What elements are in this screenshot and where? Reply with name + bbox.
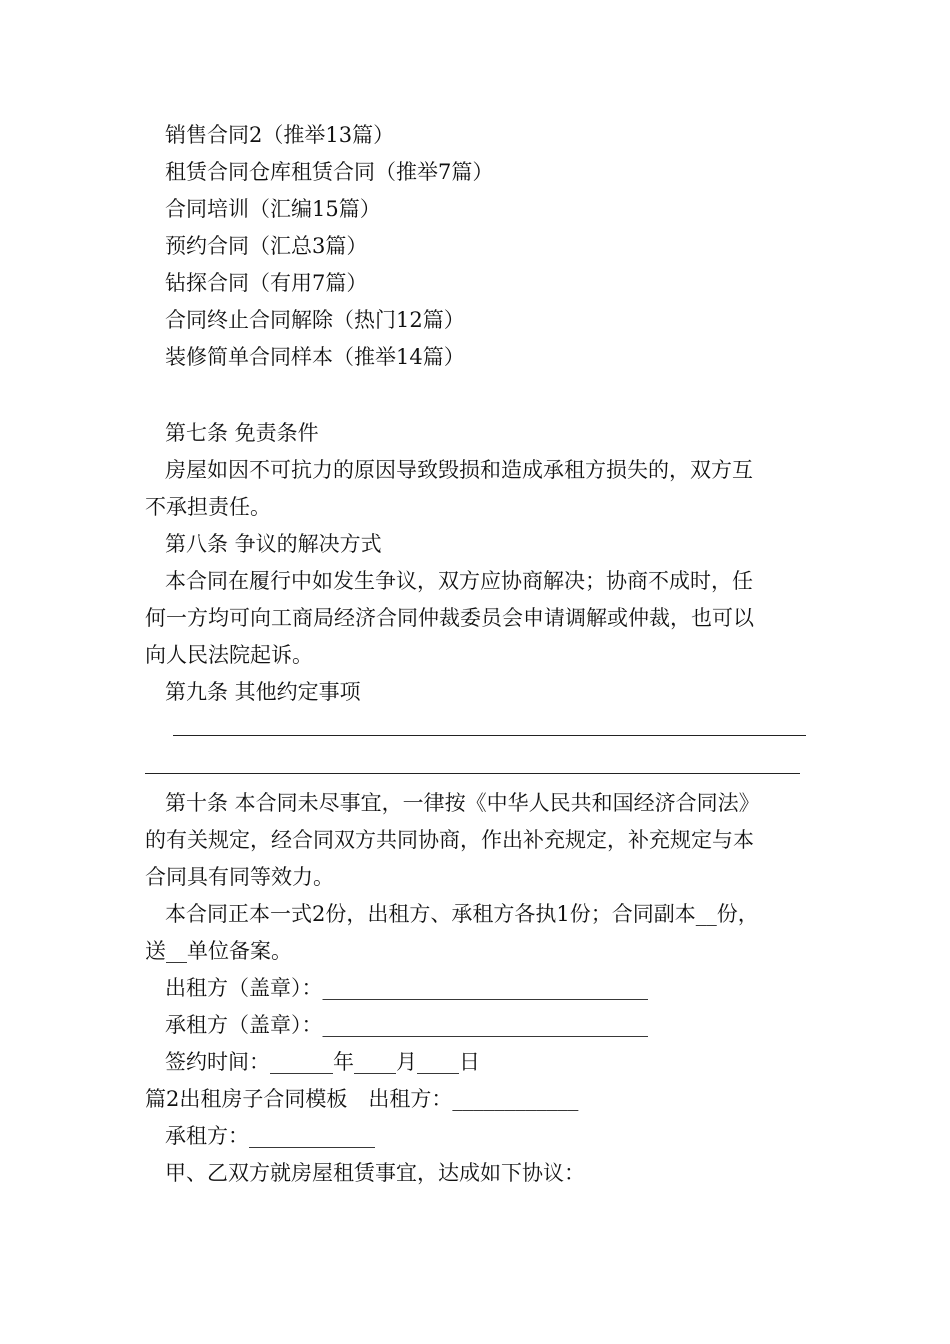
copies-clause-line2: 送__单位备案。 (145, 939, 292, 963)
article9-heading: 第九条 其他约定事项 (165, 680, 361, 704)
article10-body-line2: 的有关规定，经合同双方共同协商，作出补充规定，补充规定与本 (145, 828, 754, 852)
template2-intro: 甲、乙双方就房屋租赁事宜，达成如下协议： (165, 1161, 585, 1185)
article7-body-line2: 不承担责任。 (145, 495, 271, 519)
article8-body-line3: 向人民法院起诉。 (145, 643, 313, 667)
lessor-signature-line: 出租方（盖章）：_______________________________ (165, 976, 648, 1000)
article8-body-line2: 何一方均可向工商局经济合同仲裁委员会申请调解或仲裁，也可以 (145, 606, 754, 630)
related-item-warehouse-lease[interactable]: 租赁合同仓库租赁合同（推举7篇） (165, 160, 494, 184)
copies-clause-line1: 本合同正本一式2份，出租方、承租方各执1份；合同副本__份， (165, 902, 759, 926)
related-item-renovation-sample[interactable]: 装修简单合同样本（推举14篇） (165, 345, 465, 369)
blank-fill-line-1 (173, 735, 806, 736)
lessee-signature-line: 承租方（盖章）：_______________________________ (165, 1013, 648, 1037)
article10-body-line1: 第十条 本合同未尽事宜，一律按《中华人民共和国经济合同法》 (165, 791, 760, 815)
article8-heading: 第八条 争议的解决方式 (165, 532, 382, 556)
signing-date-line: 签约时间：______年____月____日 (165, 1050, 480, 1074)
blank-fill-line-2 (145, 773, 800, 774)
related-item-sales-contract[interactable]: 销售合同2（推举13篇） (165, 123, 395, 147)
template2-lessee-line: 承租方：____________ (165, 1124, 375, 1148)
article7-heading: 第七条 免责条件 (165, 421, 319, 445)
article7-body-line1: 房屋如因不可抗力的原因导致毁损和造成承租方损失的，双方互 (165, 458, 753, 482)
related-item-drilling-contract[interactable]: 钻探合同（有用7篇） (165, 271, 368, 295)
article8-body-line1: 本合同在履行中如发生争议，双方应协商解决；协商不成时，任 (165, 569, 753, 593)
article10-body-line3: 合同具有同等效力。 (145, 865, 334, 889)
related-item-contract-termination[interactable]: 合同终止合同解除（热门12篇） (165, 308, 465, 332)
related-item-reservation-contract[interactable]: 预约合同（汇总3篇） (165, 234, 368, 258)
template2-title-line: 篇2出租房子合同模板 出租方：____________ (145, 1087, 579, 1111)
related-item-contract-training[interactable]: 合同培训（汇编15篇） (165, 197, 381, 221)
